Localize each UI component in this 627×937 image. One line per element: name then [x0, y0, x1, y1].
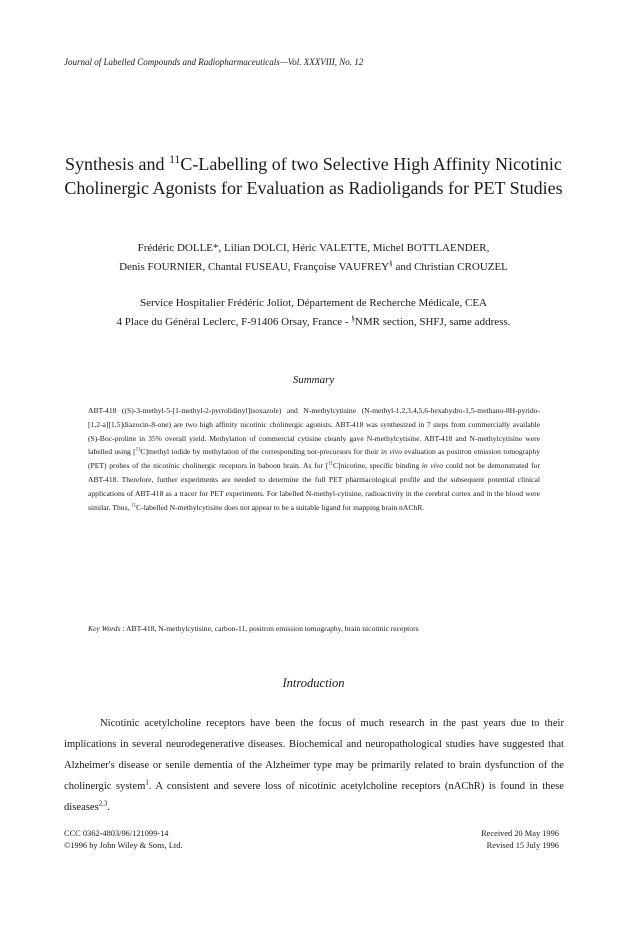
keywords: Key Words : ABT-418, N-methylcytisine, carbon-11, positron emission tomography, brain nicotinic receptors: [88, 624, 419, 633]
journal-header: Journal of Labelled Compounds and Radiopharmaceuticals—Vol. XXXVIII, No. 12: [64, 57, 364, 67]
keywords-label: Key Words: [88, 624, 121, 633]
affiliation-line-1: Service Hospitalier Frédéric Joliot, Département de Recherche Médicale, CEA: [140, 297, 487, 309]
affiliation-line-2: 4 Place du Général Leclerc, F-91406 Orsay, France - §NMR section, SHFJ, same address.: [116, 314, 511, 328]
footer-copyright: CCC 0362-4803/96/121099-14 ©1996 by John Wiley & Sons, Ltd.: [64, 829, 183, 850]
summary-heading: Summary: [292, 374, 335, 386]
introduction-heading: Introduction: [282, 676, 345, 690]
footer-dates: Received 20 May 1996 Revised 15 July 1996: [481, 829, 559, 850]
authors-line-2: Denis FOURNIER, Chantal FUSEAU, Françoise VAUFREY§ and Christian CROUZEL: [119, 259, 508, 273]
authors-line-1: Frédéric DOLLE*, Lilian DOLCI, Héric VALETTE, Michel BOTTLAENDER,: [137, 242, 490, 254]
title-line-1: Synthesis and $^{11}$C-Labelling of two Selective High Affinity Nicotinic: [65, 153, 562, 174]
summary-text: ABT-418 ((S)-3-methyl-5-[1-methyl-2-pyrrolidinyl]isoxazole) and N-methylcytisine (N-methyl-1,2,3,4,5,6-hexahydro-1,5-methano-8H-pyrido-[1,2-a][1,5]diazocin-8-one) are two high affinity nicotinic cholinergic agonists. ABT-418 was synthesized in 7 steps from commercially available (S)-Boc-proline in 35% overall yield. Methylation of commercial cytisine cleanly gave N-methylcytisine. ABT-418 and N-methylcytisine were labelled using [$^{11}$C]methyl iodide by methylation of the corresponding nor-precursors for their in vivo evaluation as positron emission tomography (PET) probes of the nicotinic cholinergic receptors in baboon brain. As for [$^{11}$C]nicotine, specific binding in vivo could not be demonstrated for ABT-418. Therefore, further experiments are needed to determine the full PET pharmacological profile and the subsequent potential clinical applications of ABT-418 as a tracer for PET experiments. For labelled N-methyl-cytisine, radioactivity in the cerebral cortex and in the blood were similar. Thus, $^{11}$C-labelled N-methylcytisine does not appear to be a suitable ligand for mapping brain nAChR.: [88, 406, 540, 512]
introduction-text: Nicotinic acetylcholine receptors have been the focus of much research in the past years due to their implications in several neurodegenerative diseases. Biochemical and neuropathological studies have suggested that Alzheimer's disease or senile dementia of the Alzheimer type may be primarily related to brain dysfunction of the cholinergic system$^1$. A consistent and severe loss of nicotinic acetylcholine receptors (nAChR) is found in these diseases$^{2,3}$.: [64, 718, 564, 813]
title-line-2: Cholinergic Agonists for Evaluation as Radioligands for PET Studies: [64, 178, 563, 198]
